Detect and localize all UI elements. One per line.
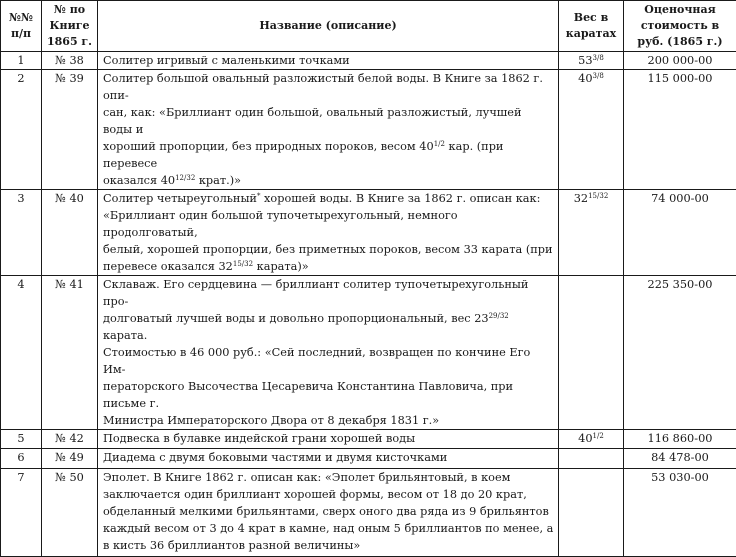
row-description: Солитер большой овальный разложистый белой воды. В Книге за 1862 г. опи- сан, как: «Бриллиант один большой, овальный разложистый, лучшей воды и хороший пропорции, без природных пороков, весом $40^{1/2}$ кар. (при перевесе оказался $40^{12/32}$ крат.)» <box>98 70 559 190</box>
header-num: №№ п/п <box>1 1 42 52</box>
row-num: 4 <box>1 276 42 430</box>
footnote-marker: * <box>257 192 261 200</box>
row-num: 1 <box>1 52 42 70</box>
row-book-no: № 38 <box>42 52 98 70</box>
row-num: 5 <box>1 430 42 449</box>
row-weight <box>559 276 624 430</box>
row-description: Солитер четыреугольный* хорошей воды. В Книге за 1862 г. описан как: «Бриллиант один большой тупочетырехугольный, немного продолговатый, белый, хорошей пропорции, без приметных пороков, весом 33 карата (при перевесе оказался $32^{15/32}$ карата)» <box>98 190 559 276</box>
row-description: Подвеска в булавке индейской грани хорошей воды <box>98 430 559 449</box>
table-row <box>1 430 736 449</box>
row-weight <box>559 469 624 557</box>
row-num: 7 <box>1 469 42 557</box>
header-name: Название (описание) <box>98 1 559 52</box>
row-price: 116 860-00 <box>624 430 736 449</box>
row-book-no: № 50 <box>42 469 98 557</box>
row-weight: $32^{15/32}$ <box>559 190 624 276</box>
row-description: Склаваж. Его сердцевина — бриллиант солитер тупочетырехугольный про- долговатый лучшей воды и довольно пропорциональный, вес $23^{29/32}$ карата. Стоимостью в 46 000 руб.: «Сей последний, возвращен по кончине Его Им- ператорского Высочества Цесаревича Константина Павловича, при письме г. Министра Императорского Двора от 8 декабря 1831 г.» <box>98 276 559 430</box>
row-book-no: № 39 <box>42 70 98 190</box>
row-weight: $40^{3/8}$ <box>559 70 624 190</box>
row-num: 2 <box>1 70 42 190</box>
row-num: 3 <box>1 190 42 276</box>
table-row <box>1 52 736 70</box>
row-book-no: № 41 <box>42 276 98 430</box>
row-price: 53 030-00 <box>624 469 736 557</box>
header-row <box>1 1 736 52</box>
table-row <box>1 70 736 190</box>
row-description: Солитер игривый с маленькими точками <box>98 52 559 70</box>
row-weight: $53^{3/8}$ <box>559 52 624 70</box>
row-num: 6 <box>1 449 42 469</box>
table-row <box>1 449 736 469</box>
table-row <box>1 276 736 430</box>
row-weight: $40^{1/2}$ <box>559 430 624 449</box>
table-row <box>1 469 736 557</box>
header-weight: Вес в каратах <box>559 1 624 52</box>
row-description: Диадема с двумя боковыми частями и двумя кисточками <box>98 449 559 469</box>
row-price: 74 000-00 <box>624 190 736 276</box>
row-book-no: № 42 <box>42 430 98 449</box>
row-price: 84 478-00 <box>624 449 736 469</box>
table-row <box>1 190 736 276</box>
header-book-no: № по Книге 1865 г. <box>42 1 98 52</box>
header-price: Оценочная стоимость в руб. (1865 г.) <box>624 1 736 52</box>
row-price: 200 000-00 <box>624 52 736 70</box>
row-book-no: № 40 <box>42 190 98 276</box>
row-price: 225 350-00 <box>624 276 736 430</box>
row-weight <box>559 449 624 469</box>
row-description: Эполет. В Книге 1862 г. описан как: «Эполет брильянтовый, в коем заключается один бриллиант хорошей формы, весом от 18 до 20 крат, обделанный мелкими брильянтами, сверх оного два ряда из 9 брильянтов каждый весом от 3 до 4 крат в камне, над оным 5 бриллиантов по менее, а в кисть 36 бриллиантов разной величины» <box>98 469 559 557</box>
row-book-no: № 49 <box>42 449 98 469</box>
row-price: 115 000-00 <box>624 70 736 190</box>
